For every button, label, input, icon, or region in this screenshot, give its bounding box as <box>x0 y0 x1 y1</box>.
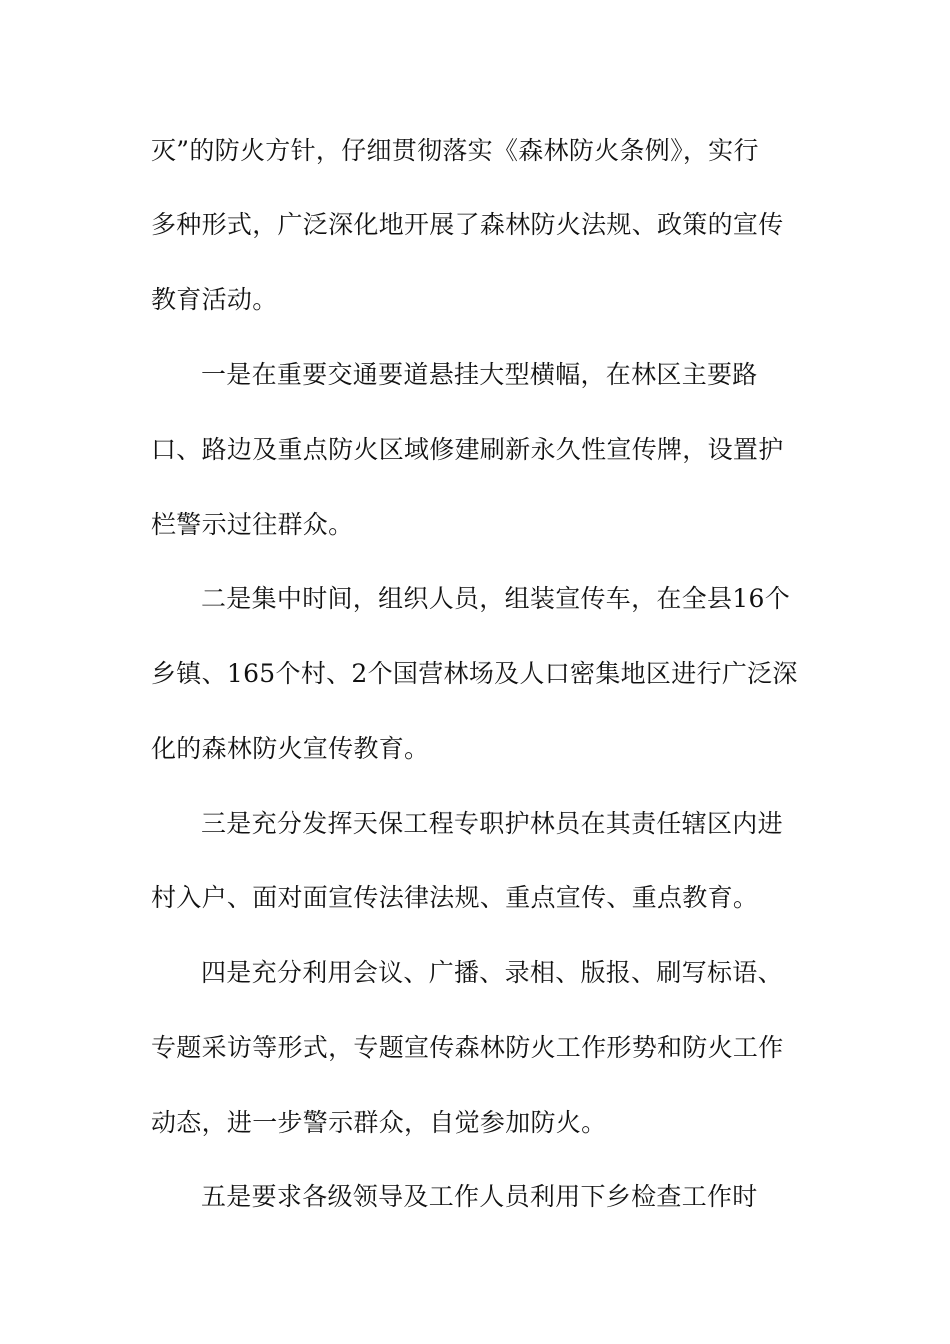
paragraph-first-line: 三是充分发挥天保工程专职护林员在其责任辖区内进 <box>201 809 783 838</box>
paragraph-first-line: 四是充分利用会议、广播、录相、版报、刷写标语、 <box>201 958 783 987</box>
text-line: 化的森林防火宣传教育。 <box>151 734 430 763</box>
text-line: 村入户、面对面宣传法律法规、重点宣传、重点教育。 <box>151 883 759 912</box>
text-line: 栏警示过往群众。 <box>151 510 354 539</box>
text-line: 多种形式，广泛深化地开展了森林防火法规、政策的宣传 <box>151 210 784 239</box>
text-line: 动态，进一步警示群众，自觉参加防火。 <box>151 1108 607 1137</box>
text-line: 口、路边及重点防火区域修建刷新永久性宣传牌，设置护 <box>151 435 784 464</box>
paragraph-first-line: 一是在重要交通要道悬挂大型横幅，在林区主要路 <box>201 360 758 389</box>
paragraph-first-line: 五是要求各级领导及工作人员利用下乡检查工作时 <box>201 1182 758 1211</box>
text-line: 乡镇、165个村、2个国营林场及人口密集地区进行广泛深 <box>151 659 798 688</box>
text-line: 灭”的防火方针，仔细贯彻落实《森林防火条例》，实行 <box>151 136 759 165</box>
paragraph-first-line: 二是集中时间，组织人员，组装宣传车，在全县16个 <box>201 584 791 613</box>
text-line: 专题采访等形式，专题宣传森林防火工作形势和防火工作 <box>151 1033 784 1062</box>
text-line: 教育活动。 <box>151 285 278 314</box>
